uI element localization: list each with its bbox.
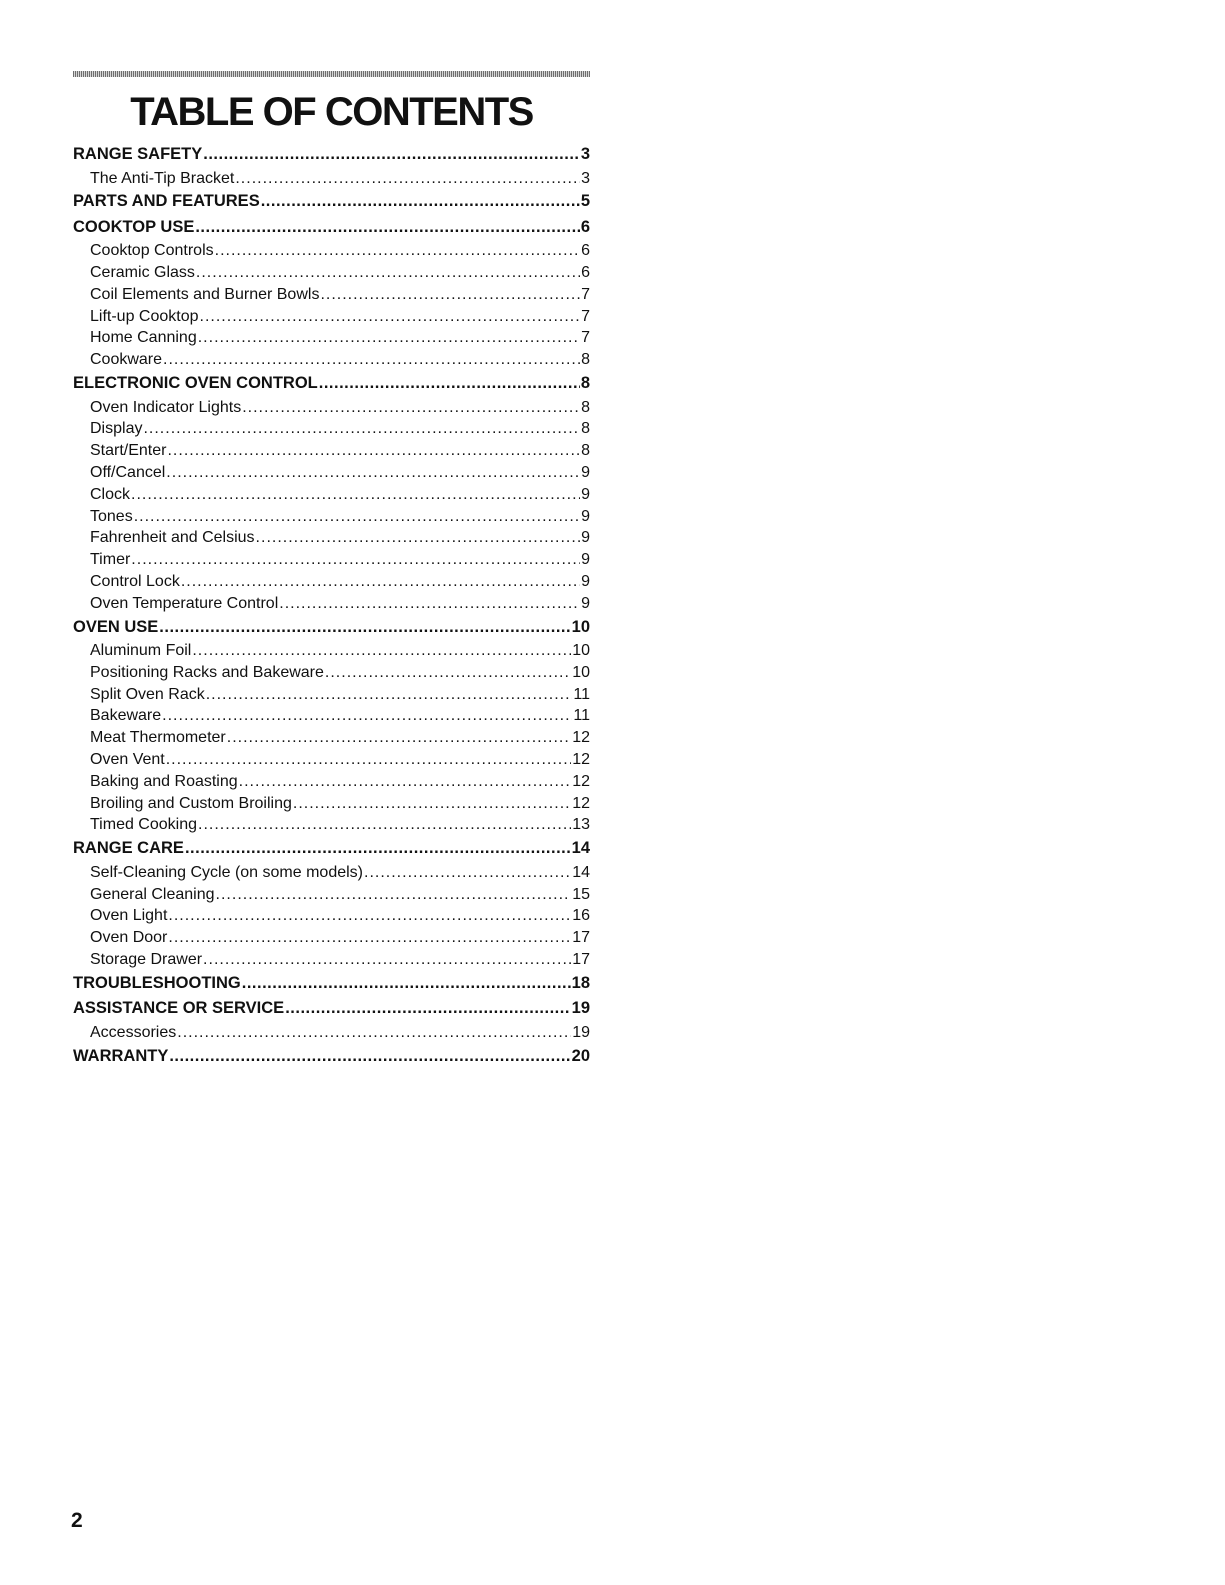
toc-subsection-entry — [73, 486, 590, 508]
toc-entry-label: Home Canning — [90, 329, 197, 347]
toc-entry-label: General Cleaning — [90, 885, 215, 903]
toc-dot-leader — [235, 170, 580, 188]
toc-dot-leader — [206, 686, 573, 704]
toc-entry-page-number: 16 — [572, 907, 590, 925]
toc-entry-label: Bakeware — [90, 707, 162, 725]
toc-entry-page-number: 6 — [580, 217, 590, 236]
toc-entry-label: TROUBLESHOOTING — [73, 973, 241, 992]
toc-entry-page-number: 19 — [572, 1023, 590, 1041]
toc-entry-label: Oven Vent — [90, 751, 165, 769]
toc-entry-page-number: 12 — [572, 729, 590, 747]
toc-dot-leader — [256, 529, 581, 547]
toc-entry-label: Ceramic Glass — [90, 264, 195, 282]
toc-section-entry — [73, 191, 590, 217]
toc-entry-label: WARRANTY — [73, 1046, 169, 1065]
toc-entry-label: ELECTRONIC OVEN CONTROL — [73, 374, 318, 393]
toc-dot-leader — [325, 664, 571, 682]
toc-entry-label: Fahrenheit and Celsius — [90, 529, 255, 547]
toc-entry-label: The Anti-Tip Bracket — [90, 169, 235, 187]
toc-subsection-entry — [73, 308, 590, 330]
toc-subsection-entry — [73, 686, 590, 708]
toc-entry-page-number: 9 — [581, 529, 590, 547]
toc-entry-page-number: 9 — [581, 463, 590, 481]
toc-entry-page-number: 6 — [581, 242, 590, 260]
toc-section-entry — [73, 838, 590, 864]
toc-subsection-entry — [73, 264, 590, 286]
table-of-contents-list — [73, 144, 590, 1071]
toc-entry-page-number: 11 — [573, 685, 590, 703]
toc-dot-leader — [168, 907, 571, 925]
toc-subsection-entry — [73, 286, 590, 308]
toc-entry-label: Oven Indicator Lights — [90, 398, 242, 416]
toc-entry-page-number: 8 — [581, 420, 590, 438]
toc-entry-label: Coil Elements and Burner Bowls — [90, 285, 320, 303]
toc-section-entry — [73, 144, 590, 170]
toc-dot-leader — [131, 551, 580, 569]
toc-dot-leader — [134, 508, 580, 526]
toc-entry-label: OVEN USE — [73, 617, 159, 636]
toc-entry-page-number: 20 — [571, 1046, 590, 1065]
toc-entry-label: Meat Thermometer — [90, 729, 226, 747]
toc-entry-label: Timed Cooking — [90, 816, 198, 834]
toc-entry-page-number: 14 — [572, 863, 590, 881]
toc-entry-label: Display — [90, 420, 143, 438]
toc-entry-page-number: 7 — [581, 285, 590, 303]
toc-subsection-entry — [73, 729, 590, 751]
toc-dot-leader — [320, 286, 580, 304]
toc-subsection-entry — [73, 551, 590, 573]
toc-entry-label: Clock — [90, 485, 131, 503]
toc-dot-leader — [181, 573, 580, 591]
toc-entry-page-number: 3 — [581, 169, 590, 187]
toc-dot-leader — [242, 399, 580, 417]
toc-subsection-entry — [73, 1024, 590, 1046]
toc-dot-leader — [177, 1024, 571, 1042]
toc-dot-leader — [285, 999, 570, 1018]
toc-entry-page-number: 10 — [572, 642, 590, 660]
toc-dot-leader — [143, 420, 580, 438]
toc-dot-leader — [162, 707, 572, 725]
toc-section-entry — [73, 217, 590, 243]
toc-subsection-entry — [73, 573, 590, 595]
toc-dot-leader — [163, 351, 580, 369]
toc-entry-page-number: 17 — [572, 950, 590, 968]
toc-entry-label: Oven Light — [90, 907, 168, 925]
toc-subsection-entry — [73, 595, 590, 617]
toc-dot-leader — [293, 795, 571, 813]
toc-entry-page-number: 11 — [573, 707, 590, 725]
toc-section-entry — [73, 617, 590, 643]
toc-dot-leader — [261, 192, 580, 211]
toc-subsection-entry — [73, 816, 590, 838]
toc-entry-label: Storage Drawer — [90, 950, 203, 968]
page-number: 2 — [71, 1509, 83, 1532]
toc-entry-label: Self-Cleaning Cycle (on some models) — [90, 863, 363, 881]
toc-entry-label: Oven Temperature Control — [90, 594, 279, 612]
toc-subsection-entry — [73, 442, 590, 464]
toc-entry-page-number: 8 — [580, 374, 590, 393]
toc-dot-leader — [169, 1047, 570, 1066]
toc-dot-leader — [159, 618, 570, 637]
toc-entry-label: Baking and Roasting — [90, 772, 238, 790]
toc-entry-page-number: 15 — [572, 885, 590, 903]
toc-entry-label: COOKTOP USE — [73, 217, 195, 236]
toc-dot-leader — [167, 442, 580, 460]
toc-dot-leader — [227, 729, 571, 747]
toc-dot-leader — [198, 816, 571, 834]
toc-dot-leader — [279, 595, 580, 613]
toc-subsection-entry — [73, 399, 590, 421]
toc-entry-label: RANGE CARE — [73, 839, 184, 858]
toc-entry-page-number: 12 — [572, 772, 590, 790]
toc-entry-label: Cookware — [90, 351, 163, 369]
toc-dot-leader — [198, 329, 580, 347]
toc-dot-leader — [192, 642, 571, 660]
toc-subsection-entry — [73, 773, 590, 795]
toc-dot-leader — [364, 864, 571, 882]
toc-dot-leader — [216, 886, 572, 904]
toc-entry-page-number: 3 — [580, 145, 590, 163]
toc-subsection-entry — [73, 929, 590, 951]
toc-subsection-entry — [73, 170, 590, 192]
toc-entry-page-number: 12 — [572, 751, 590, 769]
toc-entry-label: Broiling and Custom Broiling — [90, 794, 292, 812]
toc-subsection-entry — [73, 751, 590, 773]
toc-entry-label: Cooktop Controls — [90, 242, 214, 260]
toc-dot-leader — [166, 464, 580, 482]
toc-entry-label: Accessories — [90, 1023, 177, 1041]
toc-entry-page-number: 18 — [571, 973, 590, 992]
toc-section-entry — [73, 998, 590, 1024]
toc-subsection-entry — [73, 242, 590, 264]
toc-dot-leader — [185, 839, 571, 858]
toc-entry-label: RANGE SAFETY — [73, 145, 203, 163]
toc-entry-page-number: 12 — [572, 794, 590, 812]
toc-entry-page-number: 9 — [581, 507, 590, 525]
toc-subsection-entry — [73, 951, 590, 973]
toc-dot-leader — [168, 929, 571, 947]
toc-entry-page-number: 14 — [571, 839, 590, 858]
toc-subsection-entry — [73, 642, 590, 664]
toc-subsection-entry — [73, 508, 590, 530]
toc-entry-page-number: 19 — [571, 999, 590, 1018]
toc-entry-page-number: 9 — [581, 572, 590, 590]
page-title: TABLE OF CONTENTS — [130, 90, 533, 134]
toc-entry-page-number: 10 — [572, 663, 590, 681]
toc-dot-leader — [166, 751, 571, 769]
toc-subsection-entry — [73, 420, 590, 442]
toc-dot-leader — [196, 264, 580, 282]
toc-entry-label: Positioning Racks and Bakeware — [90, 663, 324, 681]
toc-entry-page-number: 13 — [572, 816, 590, 834]
toc-subsection-entry — [73, 329, 590, 351]
toc-entry-label: Lift-up Cooktop — [90, 307, 199, 325]
toc-dot-leader — [215, 242, 580, 260]
toc-entry-label: ASSISTANCE OR SERVICE — [73, 999, 285, 1018]
toc-entry-page-number: 9 — [581, 594, 590, 612]
toc-entry-label: Split Oven Rack — [90, 685, 205, 703]
toc-entry-label: Oven Door — [90, 929, 168, 947]
toc-entry-page-number: 7 — [581, 329, 590, 347]
toc-section-entry — [73, 1046, 590, 1072]
toc-entry-page-number: 8 — [581, 398, 590, 416]
toc-dot-leader — [239, 773, 572, 791]
toc-entry-page-number: 6 — [581, 264, 590, 282]
toc-subsection-entry — [73, 795, 590, 817]
toc-entry-page-number: 10 — [571, 617, 590, 636]
toc-subsection-entry — [73, 529, 590, 551]
toc-entry-label: Aluminum Foil — [90, 642, 192, 660]
toc-entry-label: Off/Cancel — [90, 463, 166, 481]
toc-entry-label: Timer — [90, 551, 131, 569]
top-decorative-rule — [73, 71, 590, 77]
toc-dot-leader — [200, 308, 581, 326]
toc-entry-page-number: 7 — [581, 307, 590, 325]
toc-section-entry — [73, 973, 590, 999]
toc-subsection-entry — [73, 351, 590, 373]
toc-entry-page-number: 9 — [581, 485, 590, 503]
toc-entry-label: Control Lock — [90, 572, 180, 590]
toc-subsection-entry — [73, 664, 590, 686]
toc-subsection-entry — [73, 864, 590, 886]
toc-dot-leader — [242, 974, 571, 993]
toc-dot-leader — [195, 218, 579, 237]
toc-entry-page-number: 5 — [580, 192, 590, 211]
toc-subsection-entry — [73, 707, 590, 729]
toc-entry-page-number: 9 — [581, 551, 590, 569]
toc-dot-leader — [319, 374, 580, 393]
toc-entry-page-number: 8 — [581, 351, 590, 369]
toc-dot-leader — [203, 145, 580, 164]
toc-entry-label: PARTS AND FEATURES — [73, 192, 260, 211]
toc-dot-leader — [203, 951, 571, 969]
toc-entry-label: Start/Enter — [90, 442, 167, 460]
toc-subsection-entry — [73, 464, 590, 486]
toc-entry-label: Tones — [90, 507, 133, 525]
toc-entry-page-number: 17 — [572, 929, 590, 947]
toc-section-entry — [73, 373, 590, 399]
toc-entry-page-number: 8 — [581, 442, 590, 460]
toc-dot-leader — [131, 486, 580, 504]
toc-subsection-entry — [73, 886, 590, 908]
toc-subsection-entry — [73, 907, 590, 929]
